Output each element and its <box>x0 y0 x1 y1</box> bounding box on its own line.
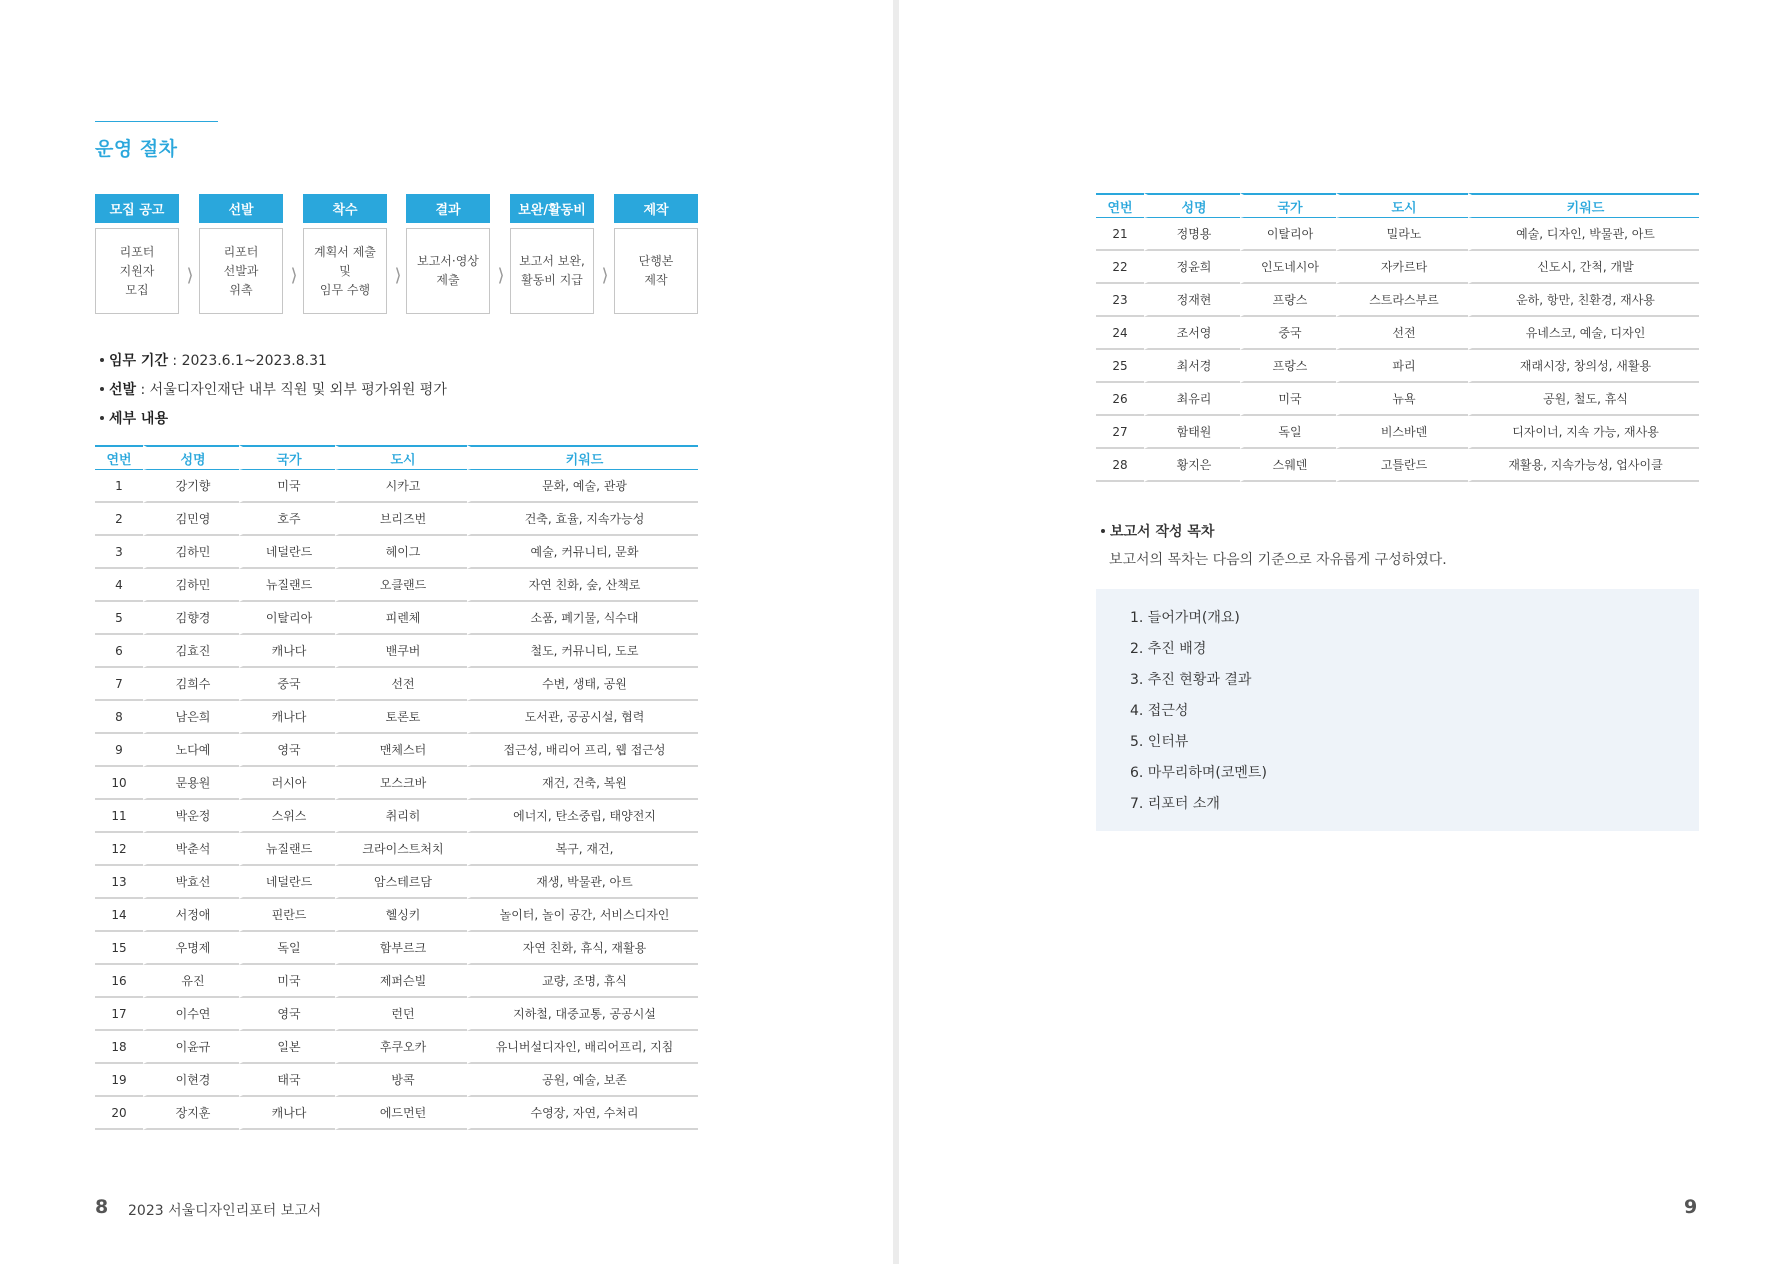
chevron-right-icon: ⟩ <box>601 264 609 286</box>
cell-keyword: 지하철, 대중교통, 공공시설 <box>467 998 698 1031</box>
cell-no: 10 <box>95 767 143 800</box>
cell-country: 중국 <box>239 668 335 701</box>
table-row <box>95 833 698 866</box>
cell-name: 최서경 <box>1144 350 1240 383</box>
cell-no: 11 <box>95 800 143 833</box>
reporter-table-left <box>95 445 698 1130</box>
cell-name: 김향경 <box>143 602 239 635</box>
cell-no: 6 <box>95 635 143 668</box>
table-row <box>95 1064 698 1097</box>
cell-country: 영국 <box>239 998 335 1031</box>
cell-city: 모스크바 <box>335 767 467 800</box>
toc-heading <box>1099 521 1214 541</box>
cell-no: 17 <box>95 998 143 1031</box>
cell-name: 김효진 <box>143 635 239 668</box>
toc-label: 보고서 작성 목차 <box>1110 524 1215 540</box>
table-row <box>95 701 698 734</box>
cell-city: 파리 <box>1336 350 1468 383</box>
table-row <box>1096 350 1699 383</box>
selection-value: : 서울디자인재단 내부 직원 및 외부 평가위원 평가 <box>136 382 447 398</box>
cell-name: 강기향 <box>143 470 239 503</box>
table-row <box>95 536 698 569</box>
reporter-table-right <box>1096 193 1699 482</box>
cell-name: 서정애 <box>143 899 239 932</box>
cell-name: 김하민 <box>143 569 239 602</box>
cell-name: 정윤희 <box>1144 251 1240 284</box>
flow-step-desc: 리포터 지원자 모집 <box>95 228 179 314</box>
flow-step-desc: 계획서 제출 및 임무 수행 <box>303 228 387 314</box>
flow-step-recruit <box>95 194 179 314</box>
cell-country: 호주 <box>239 503 335 536</box>
cell-keyword: 문화, 예술, 관광 <box>467 470 698 503</box>
cell-city: 제퍼슨빌 <box>335 965 467 998</box>
header-country: 국가 <box>1240 193 1336 218</box>
cell-keyword: 건축, 효율, 지속가능성 <box>467 503 698 536</box>
table-row <box>1096 416 1699 449</box>
flow-step-production <box>614 194 698 314</box>
cell-no: 14 <box>95 899 143 932</box>
cell-no: 25 <box>1096 350 1144 383</box>
toc-item: 3. 추진 현황과 결과 <box>1130 672 1252 688</box>
section-title-rule <box>95 121 218 122</box>
cell-keyword: 재건, 건축, 복원 <box>467 767 698 800</box>
flow-step-desc: 단행본 제작 <box>614 228 698 314</box>
cell-country: 영국 <box>239 734 335 767</box>
header-country: 국가 <box>239 445 335 470</box>
table-row <box>1096 317 1699 350</box>
cell-name: 김희수 <box>143 668 239 701</box>
flow-step-desc: 보고서·영상 제출 <box>406 228 490 314</box>
page-number-right: 9 <box>1684 1196 1698 1218</box>
bullet-dot <box>100 387 104 391</box>
selection-label: 선발 <box>109 382 137 398</box>
detail-label: 세부 내용 <box>109 411 168 427</box>
toc-box <box>1096 589 1699 831</box>
cell-keyword: 유니버설디자인, 배리어프리, 지침 <box>467 1031 698 1064</box>
cell-no: 27 <box>1096 416 1144 449</box>
flow-step-result <box>406 194 490 314</box>
cell-no: 28 <box>1096 449 1144 482</box>
cell-country: 중국 <box>1240 317 1336 350</box>
cell-city: 피렌체 <box>335 602 467 635</box>
cell-city: 방콕 <box>335 1064 467 1097</box>
cell-country: 네덜란드 <box>239 866 335 899</box>
cell-name: 함태원 <box>1144 416 1240 449</box>
cell-keyword: 공원, 철도, 휴식 <box>1468 383 1699 416</box>
cell-city: 함부르크 <box>335 932 467 965</box>
toc-item: 1. 들어가며(개요) <box>1130 610 1240 626</box>
cell-name: 우명제 <box>143 932 239 965</box>
cell-keyword: 디자이너, 지속 가능, 재사용 <box>1468 416 1699 449</box>
table-row <box>95 734 698 767</box>
cell-city: 오클랜드 <box>335 569 467 602</box>
header-no: 연번 <box>95 445 143 470</box>
cell-keyword: 수변, 생태, 공원 <box>467 668 698 701</box>
table-row <box>95 668 698 701</box>
bullet-dot <box>100 416 104 420</box>
table-header-row <box>95 445 698 470</box>
cell-name: 황지은 <box>1144 449 1240 482</box>
selection-line <box>98 379 447 399</box>
cell-city: 크라이스트처치 <box>335 833 467 866</box>
cell-city: 비스바덴 <box>1336 416 1468 449</box>
process-flow <box>95 194 698 318</box>
cell-name: 최유리 <box>1144 383 1240 416</box>
cell-city: 밴쿠버 <box>335 635 467 668</box>
table-row <box>95 800 698 833</box>
cell-keyword: 재래시장, 창의성, 새활용 <box>1468 350 1699 383</box>
cell-country: 핀란드 <box>239 899 335 932</box>
cell-name: 이윤규 <box>143 1031 239 1064</box>
cell-name: 이수연 <box>143 998 239 1031</box>
chevron-right-icon: ⟩ <box>186 264 194 286</box>
bullet-dot <box>1101 529 1105 533</box>
toc-item: 6. 마무리하며(코멘트) <box>1130 765 1267 781</box>
cell-name: 이현경 <box>143 1064 239 1097</box>
cell-country: 미국 <box>239 470 335 503</box>
flow-step-label: 결과 <box>406 194 490 223</box>
detail-line <box>98 408 168 428</box>
cell-no: 18 <box>95 1031 143 1064</box>
cell-name: 정명용 <box>1144 218 1240 251</box>
flow-step-label: 착수 <box>303 194 387 223</box>
cell-city: 취리히 <box>335 800 467 833</box>
cell-city: 토론토 <box>335 701 467 734</box>
flow-step-desc: 리포터 선발과 위촉 <box>199 228 283 314</box>
cell-keyword: 접근성, 배리어 프리, 웹 접근성 <box>467 734 698 767</box>
cell-name: 정재현 <box>1144 284 1240 317</box>
cell-country: 캐나다 <box>239 635 335 668</box>
period-label: 임무 기간 <box>109 353 168 369</box>
toc-item: 4. 접근성 <box>1130 703 1189 719</box>
table-row <box>95 1031 698 1064</box>
cell-country: 미국 <box>1240 383 1336 416</box>
table-row <box>1096 449 1699 482</box>
cell-city: 런던 <box>335 998 467 1031</box>
cell-keyword: 놀이터, 놀이 공간, 서비스디자인 <box>467 899 698 932</box>
page-number-left: 8 <box>95 1196 109 1218</box>
cell-no: 5 <box>95 602 143 635</box>
cell-no: 22 <box>1096 251 1144 284</box>
cell-no: 4 <box>95 569 143 602</box>
cell-keyword: 재활용, 지속가능성, 업사이클 <box>1468 449 1699 482</box>
cell-city: 에드먼턴 <box>335 1097 467 1130</box>
cell-name: 노다예 <box>143 734 239 767</box>
toc-intro: 보고서의 목차는 다음의 기준으로 자유롭게 구성하였다. <box>1109 552 1447 568</box>
cell-country: 캐나다 <box>239 1097 335 1130</box>
cell-no: 7 <box>95 668 143 701</box>
cell-city: 밀라노 <box>1336 218 1468 251</box>
cell-no: 13 <box>95 866 143 899</box>
cell-country: 프랑스 <box>1240 350 1336 383</box>
header-city: 도시 <box>1336 193 1468 218</box>
flow-step-selection <box>199 194 283 314</box>
cell-no: 1 <box>95 470 143 503</box>
bullet-dot <box>100 358 104 362</box>
cell-name: 남은희 <box>143 701 239 734</box>
cell-name: 김하민 <box>143 536 239 569</box>
table-row <box>1096 383 1699 416</box>
table-row <box>95 767 698 800</box>
cell-keyword: 교량, 조명, 휴식 <box>467 965 698 998</box>
table-row <box>95 569 698 602</box>
cell-keyword: 에너지, 탄소중립, 태양전지 <box>467 800 698 833</box>
cell-name: 조서영 <box>1144 317 1240 350</box>
table-row <box>95 503 698 536</box>
table-header-row <box>1096 193 1699 218</box>
cell-country: 캐나다 <box>239 701 335 734</box>
cell-city: 헤이그 <box>335 536 467 569</box>
cell-no: 19 <box>95 1064 143 1097</box>
cell-city: 뉴욕 <box>1336 383 1468 416</box>
flow-step-label: 제작 <box>614 194 698 223</box>
cell-country: 뉴질랜드 <box>239 569 335 602</box>
cell-city: 선전 <box>335 668 467 701</box>
chevron-right-icon: ⟩ <box>394 264 402 286</box>
cell-country: 스웨덴 <box>1240 449 1336 482</box>
cell-city: 암스테르담 <box>335 866 467 899</box>
table-row <box>95 602 698 635</box>
cell-city: 맨체스터 <box>335 734 467 767</box>
period-line <box>98 350 327 370</box>
cell-country: 러시아 <box>239 767 335 800</box>
cell-keyword: 공원, 예술, 보존 <box>467 1064 698 1097</box>
table-row <box>1096 218 1699 251</box>
flow-step-start <box>303 194 387 314</box>
footer-report-title: 2023 서울디자인리포터 보고서 <box>128 1203 322 1219</box>
cell-country: 일본 <box>239 1031 335 1064</box>
cell-name: 문용원 <box>143 767 239 800</box>
cell-no: 20 <box>95 1097 143 1130</box>
cell-keyword: 운하, 항만, 친환경, 재사용 <box>1468 284 1699 317</box>
cell-keyword: 자연 친화, 휴식, 재활용 <box>467 932 698 965</box>
table-row <box>95 1097 698 1130</box>
cell-name: 김민영 <box>143 503 239 536</box>
table-row <box>1096 251 1699 284</box>
cell-city: 시카고 <box>335 470 467 503</box>
cell-keyword: 자연 친화, 숲, 산책로 <box>467 569 698 602</box>
flow-step-label: 보완/활동비 <box>510 194 594 223</box>
cell-country: 미국 <box>239 965 335 998</box>
cell-city: 고틀란드 <box>1336 449 1468 482</box>
table-row <box>95 470 698 503</box>
cell-keyword: 재생, 박물관, 아트 <box>467 866 698 899</box>
chevron-right-icon: ⟩ <box>290 264 298 286</box>
cell-no: 24 <box>1096 317 1144 350</box>
cell-country: 독일 <box>1240 416 1336 449</box>
cell-name: 장지훈 <box>143 1097 239 1130</box>
cell-name: 박춘석 <box>143 833 239 866</box>
table-row <box>95 899 698 932</box>
cell-city: 자카르타 <box>1336 251 1468 284</box>
cell-keyword: 유네스코, 예술, 디자인 <box>1468 317 1699 350</box>
toc-item: 7. 리포터 소개 <box>1130 796 1220 812</box>
cell-name: 유진 <box>143 965 239 998</box>
cell-keyword: 신도시, 간척, 개발 <box>1468 251 1699 284</box>
cell-no: 12 <box>95 833 143 866</box>
cell-country: 독일 <box>239 932 335 965</box>
cell-country: 이탈리아 <box>239 602 335 635</box>
cell-country: 스위스 <box>239 800 335 833</box>
cell-keyword: 예술, 커뮤니티, 문화 <box>467 536 698 569</box>
section-title: 운영 절차 <box>95 138 178 160</box>
flow-step-label: 모집 공고 <box>95 194 179 223</box>
header-city: 도시 <box>335 445 467 470</box>
cell-keyword: 소품, 폐기물, 식수대 <box>467 602 698 635</box>
table-row <box>95 998 698 1031</box>
cell-country: 이탈리아 <box>1240 218 1336 251</box>
cell-country: 태국 <box>239 1064 335 1097</box>
cell-no: 8 <box>95 701 143 734</box>
cell-no: 21 <box>1096 218 1144 251</box>
flow-step-desc: 보고서 보완, 활동비 지급 <box>510 228 594 314</box>
toc-item: 5. 인터뷰 <box>1130 734 1189 750</box>
cell-city: 선전 <box>1336 317 1468 350</box>
cell-no: 9 <box>95 734 143 767</box>
cell-no: 15 <box>95 932 143 965</box>
cell-keyword: 도서관, 공공시설, 협력 <box>467 701 698 734</box>
cell-no: 26 <box>1096 383 1144 416</box>
cell-city: 후쿠오카 <box>335 1031 467 1064</box>
cell-city: 스트라스부르 <box>1336 284 1468 317</box>
chevron-right-icon: ⟩ <box>497 264 505 286</box>
cell-no: 3 <box>95 536 143 569</box>
header-name: 성명 <box>1144 193 1240 218</box>
cell-country: 프랑스 <box>1240 284 1336 317</box>
cell-country: 네덜란드 <box>239 536 335 569</box>
cell-country: 뉴질랜드 <box>239 833 335 866</box>
cell-name: 박효선 <box>143 866 239 899</box>
table-row <box>1096 284 1699 317</box>
cell-name: 박운정 <box>143 800 239 833</box>
header-name: 성명 <box>143 445 239 470</box>
flow-step-label: 선발 <box>199 194 283 223</box>
table-row <box>95 866 698 899</box>
toc-item: 2. 추진 배경 <box>1130 641 1207 657</box>
header-keyword: 키워드 <box>1468 193 1699 218</box>
cell-no: 23 <box>1096 284 1144 317</box>
flow-step-supplement <box>510 194 594 314</box>
cell-keyword: 복구, 재건, <box>467 833 698 866</box>
table-row <box>95 965 698 998</box>
cell-no: 2 <box>95 503 143 536</box>
table-row <box>95 635 698 668</box>
cell-city: 브리즈번 <box>335 503 467 536</box>
cell-no: 16 <box>95 965 143 998</box>
header-keyword: 키워드 <box>467 445 698 470</box>
cell-keyword: 수영장, 자연, 수처리 <box>467 1097 698 1130</box>
cell-country: 인도네시아 <box>1240 251 1336 284</box>
period-value: : 2023.6.1~2023.8.31 <box>167 353 327 369</box>
header-no: 연번 <box>1096 193 1144 218</box>
cell-city: 헬싱키 <box>335 899 467 932</box>
table-row <box>95 932 698 965</box>
cell-keyword: 예술, 디자인, 박물관, 아트 <box>1468 218 1699 251</box>
toc-list <box>1096 589 1699 820</box>
cell-keyword: 철도, 커뮤니티, 도로 <box>467 635 698 668</box>
